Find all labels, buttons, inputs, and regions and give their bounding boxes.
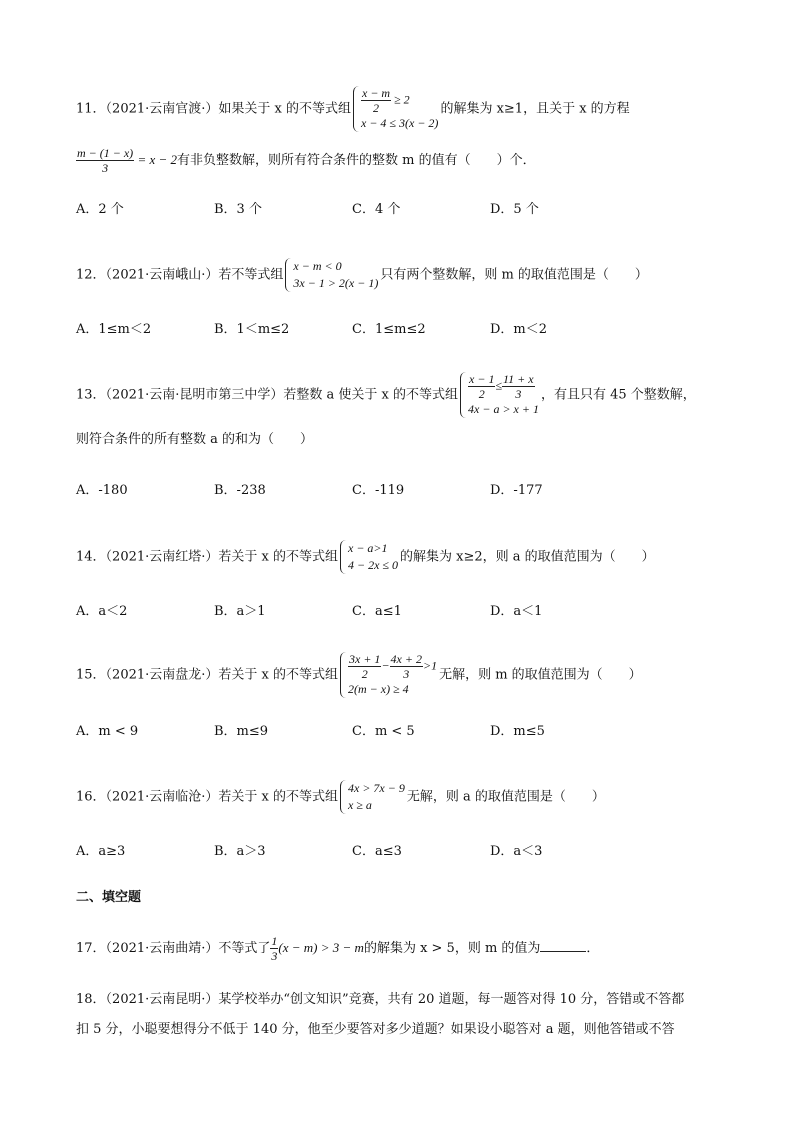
q13-option-d: D．-177 (490, 483, 543, 498)
q11-suffix: 有非负整数解，则所有符合条件的整数 m 的值有（ ）个． (177, 153, 536, 168)
question-14 (76, 540, 655, 574)
q14-sys-bottom: 4 − 2x ≤ 0 (348, 558, 399, 572)
q11-top-relation: ≥ 2 (391, 92, 410, 107)
q13-frac-left-den: 2 (478, 387, 485, 401)
q14-option-a: A．a＜2 (76, 604, 128, 619)
q16-suffix: 无解，则 a 的取值范围是（ ） (406, 789, 605, 805)
question-11 (76, 86, 630, 132)
question-15 (76, 652, 642, 698)
q15-suffix: 无解，则 m 的取值范围为（ ） (439, 667, 642, 683)
question-18-line1: 18．（2021·云南昆明·）某学校举办“创文知识”竞赛，共有 20 道题，每一题答对得 10 分，答错或不答都 (76, 992, 685, 1007)
q16-sys-top: 4x > 7x − 9 (348, 781, 405, 795)
q12-prefix: 12．（2021·云南峨山·）若不等式组 (76, 267, 284, 283)
q15-top-relation: >1 (422, 658, 438, 673)
q14-option-d: D．a＜1 (490, 604, 543, 619)
q11-frac-num: x − m (362, 86, 391, 100)
q14-inequality-system (340, 540, 398, 574)
q15-option-a: A．m < 9 (76, 724, 139, 739)
q14-option-c: C．a≤1 (352, 604, 402, 619)
q13-frac-left-num: x − 1 (469, 372, 495, 386)
q11-option-c: C．4 个 (352, 202, 401, 217)
q11-sys-bottom: x − 4 ≤ 3(x − 2) (361, 116, 439, 130)
q15-frac-2-den: 3 (403, 667, 410, 681)
q12-option-c: C．1≤m≤2 (352, 322, 426, 337)
q13-inequality-system (460, 372, 539, 418)
q17-frac-num: 1 (271, 934, 278, 948)
question-16 (76, 780, 605, 814)
section-heading-fill-in: 二、填空题 (76, 890, 142, 905)
question-18-line2: 扣 5 分，小聪要想得分不低于 140 分，他至少要答对多少道题？如果设小聪答对 a 题，则他答错或不答 (76, 1022, 675, 1037)
q15-frac-2-num: 4x + 2 (390, 652, 422, 666)
q11-eq-fraction (76, 146, 134, 175)
q13-option-b: B．-238 (214, 483, 266, 498)
q12-suffix: 只有两个整数解，则 m 的取值范围是（ ） (380, 267, 648, 283)
q13-option-a: A．-180 (76, 483, 128, 498)
q14-prefix: 14．（2021·云南红塔·）若关于 x 的不等式组 (76, 549, 338, 565)
q12-option-a: A．1≤m＜2 (76, 322, 152, 337)
q12-inequality-system (285, 258, 378, 292)
q13-option-c: C．-119 (352, 483, 405, 498)
q15-prefix: 15．（2021·云南盘龙·）若关于 x 的不等式组 (76, 667, 338, 683)
q13-frac-left (468, 372, 495, 401)
q17-mid: 的解集为 x > 5，则 m 的值为 (363, 941, 541, 956)
q14-sys-top: x − a>1 (348, 541, 388, 555)
q15-frac-2 (390, 652, 423, 681)
q13-frac-right-den: 3 (515, 387, 522, 401)
q13-prefix: 13．（2021·云南·昆明市第三中学）若整数 a 使关于 x 的不等式组 (76, 387, 459, 403)
q16-inequality-system (340, 780, 405, 814)
q13-suffix: ，有且只有 45 个整数解， (540, 387, 696, 403)
q11-inequality-system (353, 86, 438, 132)
q12-sys-top: x − m < 0 (293, 259, 342, 273)
q13-frac-right (502, 372, 535, 401)
q11-option-d: D．5 个 (490, 202, 539, 217)
q11-eq-rhs: = x − 2 (134, 152, 178, 167)
q11-option-a: A．2 个 (76, 202, 124, 217)
q12-option-d: D．m＜2 (490, 322, 548, 337)
q17-end: ． (586, 941, 600, 956)
q17-frac-den: 3 (271, 949, 278, 963)
q12-option-b: B．1＜m≤2 (214, 322, 290, 337)
q15-inequality-system (340, 652, 437, 698)
q16-option-d: D．a＜3 (490, 844, 543, 859)
q11-eq-den: 3 (102, 161, 109, 175)
q12-sys-bottom: 3x − 1 > 2(x − 1) (293, 276, 379, 290)
q15-option-d: D．m≤5 (490, 724, 545, 739)
q13-top-relation: ≤ (495, 378, 503, 393)
question-13-line2: 则符合条件的所有整数 a 的和为（ ） (76, 432, 314, 447)
q17-answer-blank (540, 939, 586, 952)
q15-frac-1 (348, 652, 381, 681)
q13-sys-bottom: 4x − a > x + 1 (468, 402, 539, 416)
q11-fraction (361, 86, 391, 115)
question-13 (76, 372, 696, 418)
question-12 (76, 258, 648, 292)
q14-suffix: 的解集为 x≥2，则 a 的取值范围为（ ） (400, 549, 655, 565)
q15-minus: − (381, 658, 390, 673)
q16-option-b: B．a＞3 (214, 844, 266, 859)
q13-frac-right-num: 11 + x (503, 372, 534, 386)
q15-option-c: C．m < 5 (352, 724, 415, 739)
q17-expression: (x − m) > 3 − m (278, 940, 364, 955)
question-17 (76, 934, 599, 963)
q15-frac-1-den: 2 (361, 667, 368, 681)
q16-option-c: C．a≤3 (352, 844, 402, 859)
q11-eq-num: m − (1 − x) (77, 146, 134, 160)
question-11-line2 (76, 146, 536, 175)
q15-sys-bottom: 2(m − x) ≥ 4 (348, 682, 409, 696)
q11-frac-den: 2 (373, 101, 380, 115)
q11-mid: 的解集为 x≥1，且关于 x 的方程 (440, 101, 630, 117)
q15-frac-1-num: 3x + 1 (349, 652, 381, 666)
q16-sys-bottom: x ≥ a (348, 798, 372, 812)
q16-option-a: A．a≥3 (76, 844, 126, 859)
q17-prefix: 17．（2021·云南曲靖·）不等式了 (76, 941, 271, 956)
q14-option-b: B．a＞1 (214, 604, 266, 619)
q16-prefix: 16．（2021·云南临沧·）若关于 x 的不等式组 (76, 789, 338, 805)
q11-prefix: 11．（2021·云南官渡·）如果关于 x 的不等式组 (76, 101, 351, 117)
q11-option-b: B．3 个 (214, 202, 262, 217)
q15-option-b: B．m≤9 (214, 724, 269, 739)
